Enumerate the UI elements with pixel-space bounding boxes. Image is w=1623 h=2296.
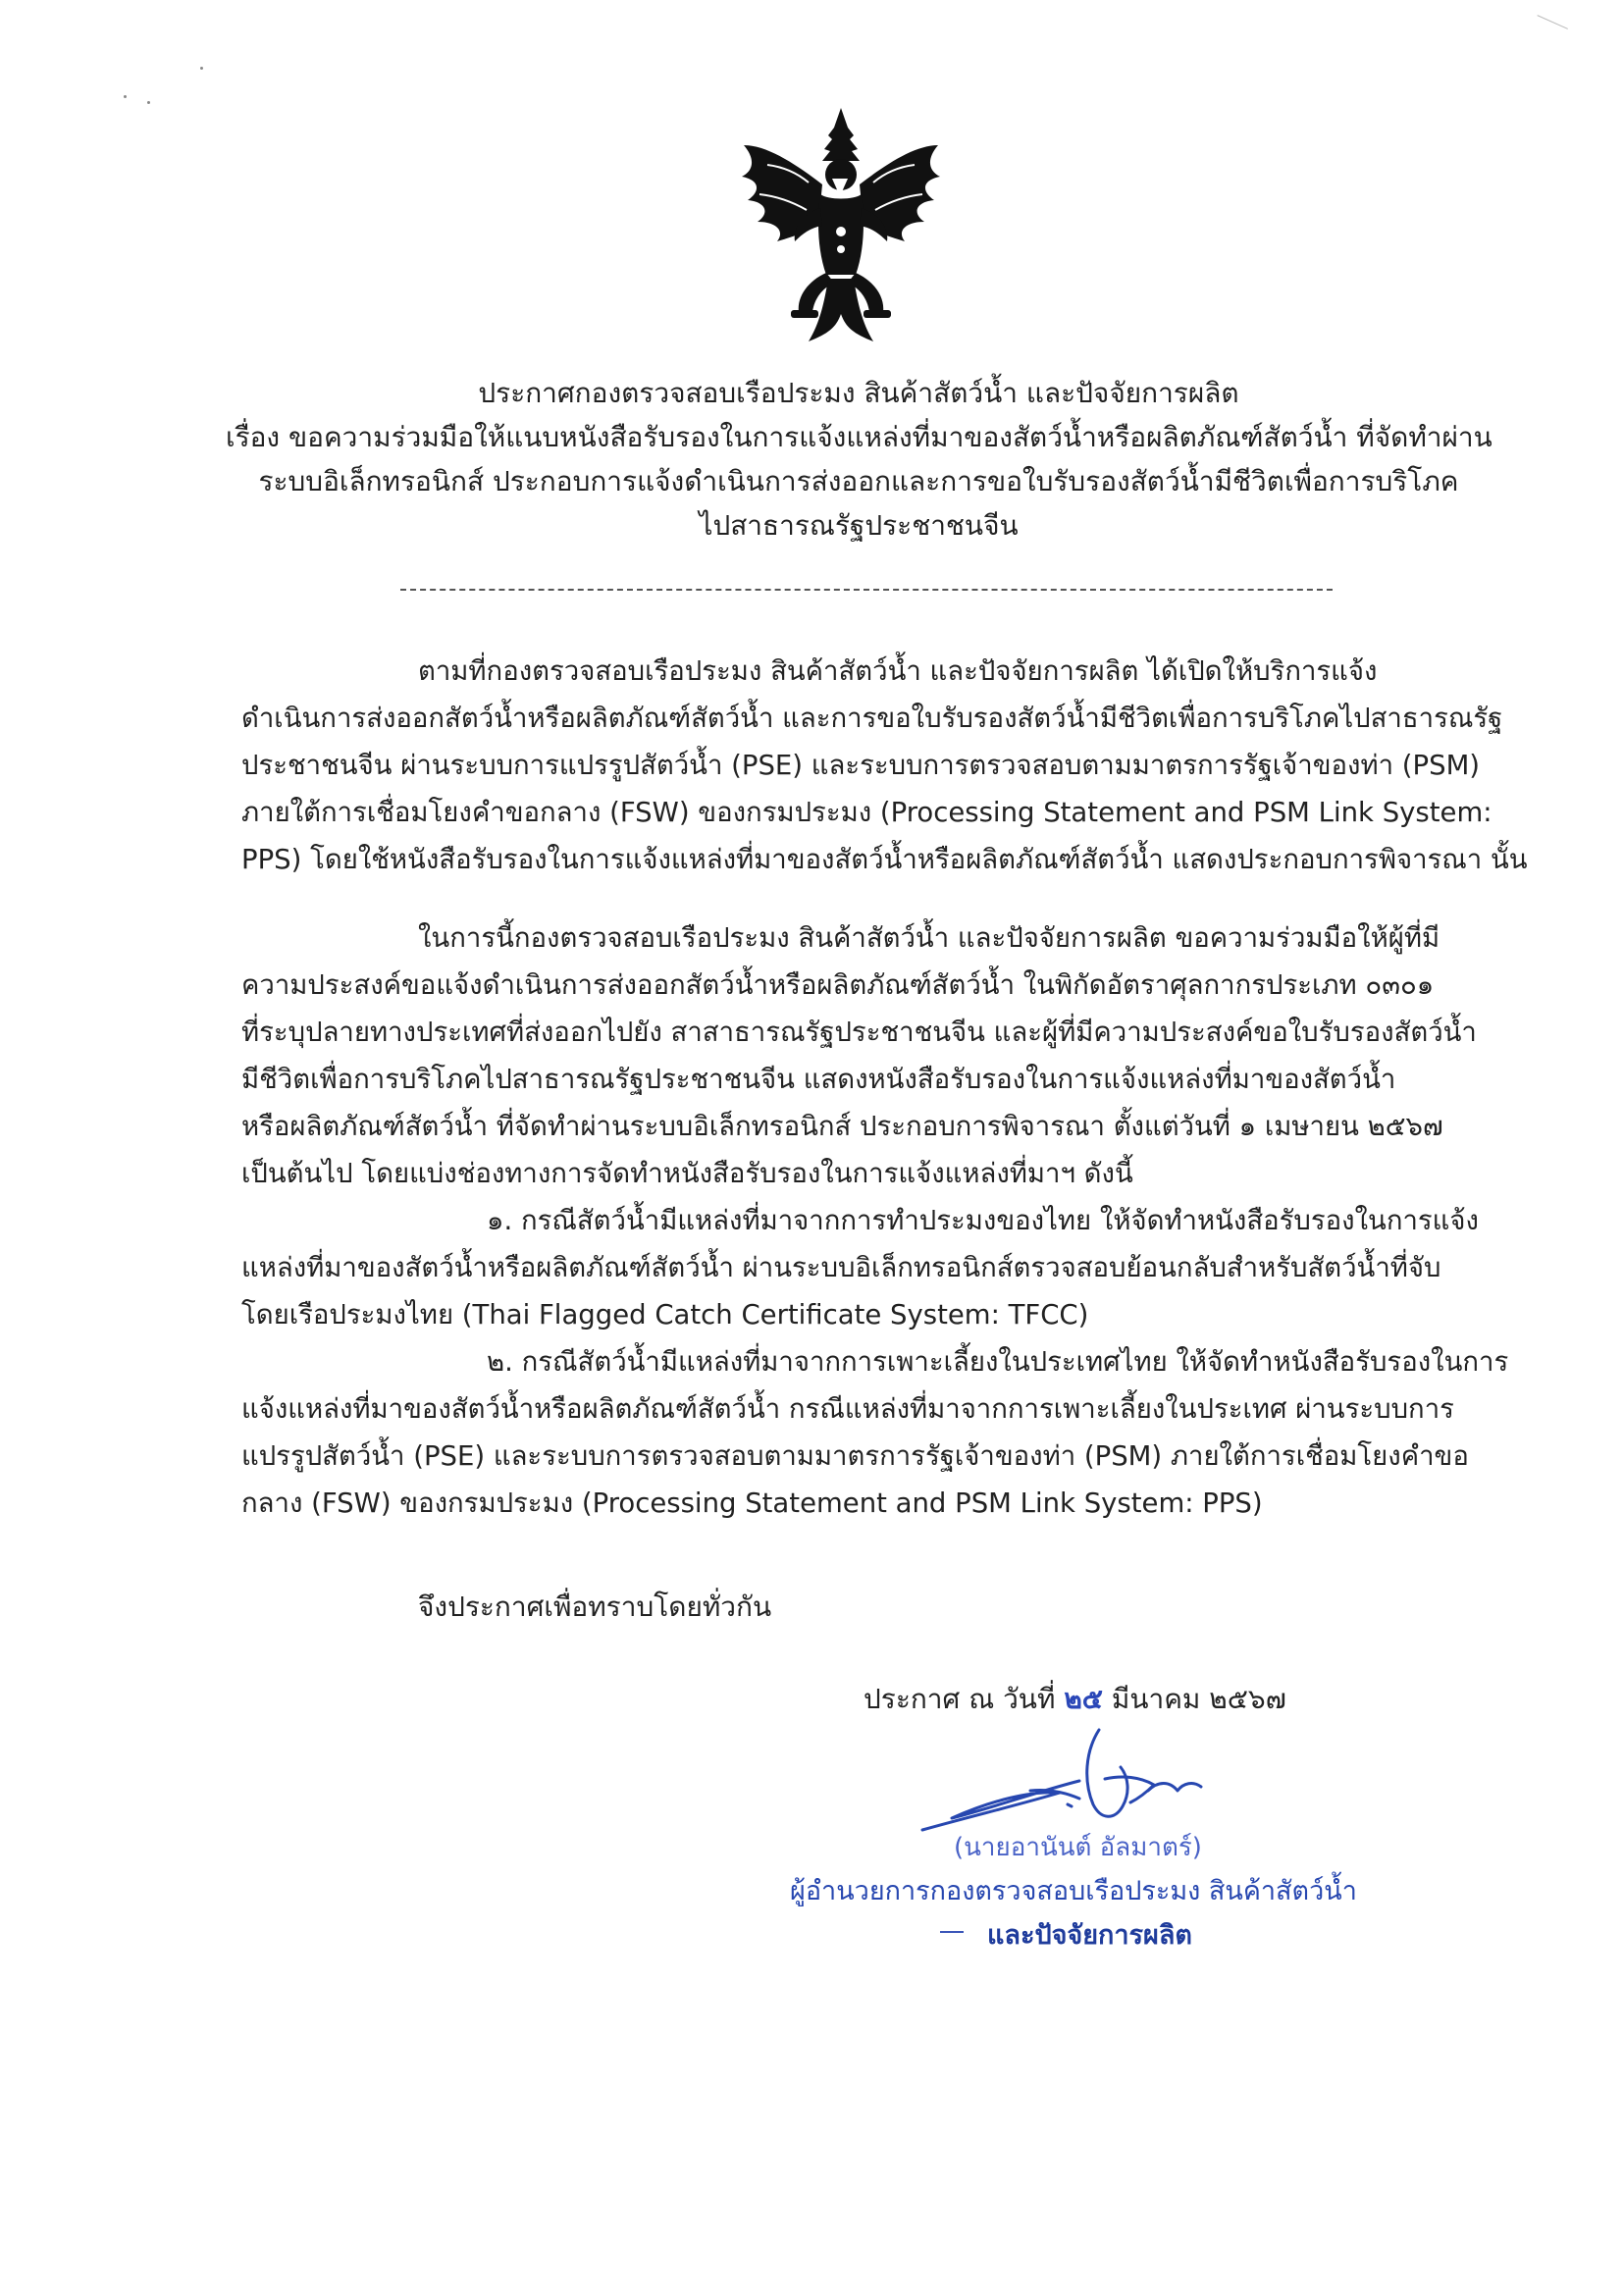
item-line: แหล่งที่มาของสัตว์น้ำหรือผลิตภัณฑ์สัตว์น้ำ ผ่านระบบอิเล็กทรอนิกส์ตรวจสอบย้อนกลับสำหรับสัตว์น้ำที่จับ bbox=[241, 1252, 1441, 1283]
paragraph-2 bbox=[241, 914, 1497, 1197]
header-line-2: เรื่อง ขอความร่วมมือให้แนบหนังสือรับรองในการแจ้งแหล่งที่มาของสัตว์น้ำหรือผลิตภัณฑ์สัตว์น้ำ ที่จัดทำผ่าน bbox=[226, 421, 1492, 453]
paragraph-line: ประชาชนจีน ผ่านระบบการแปรรูปสัตว์น้ำ (PSE) และระบบการตรวจสอบตามมาตรการรัฐเจ้าของท่า (PSM) bbox=[241, 750, 1481, 781]
paragraph-line: ตามที่กองตรวจสอบเรือประมง สินค้าสัตว์น้ำ และปัจจัยการผลิต ได้เปิดให้บริการแจ้ง bbox=[418, 655, 1378, 687]
paragraph-line: มีชีวิตเพื่อการบริโภคไปสาธารณรัฐประชาชนจีน แสดงหนังสือรับรองในการแจ้งแหล่งที่มาของสัตว์น้ำ bbox=[241, 1064, 1396, 1095]
header-line-1: ประกาศกองตรวจสอบเรือประมง สินค้าสัตว์น้ำ และปัจจัยการผลิต bbox=[478, 377, 1239, 409]
signatory-title-line-2: และปัจจัยการผลิต bbox=[987, 1920, 1192, 1951]
signature-dash bbox=[940, 1931, 964, 1933]
item-line: โดยเรือประมงไทย (Thai Flagged Catch Certificate System: TFCC) bbox=[241, 1299, 1089, 1331]
signatory-name: (นายอานันต์ อัลมาตร์) bbox=[954, 1833, 1202, 1862]
item-line: ๒. กรณีสัตว์น้ำมีแหล่งที่มาจากการเพาะเลี้ยงในประเทศไทย ให้จัดทำหนังสือรับรองในการ bbox=[487, 1346, 1509, 1378]
signatory-title-line-1: ผู้อำนวยการกองตรวจสอบเรือประมง สินค้าสัตว์น้ำ bbox=[790, 1876, 1357, 1906]
paragraph-line: ที่ระบุปลายทางประเทศที่ส่งออกไปยัง สาสาธารณรัฐประชาชนจีน และผู้ที่มีความประสงค์ขอใบรับรองสัตว์น้ำ bbox=[241, 1017, 1477, 1048]
garuda-emblem-icon bbox=[738, 106, 944, 351]
item-line: แปรรูปสัตว์น้ำ (PSE) และระบบการตรวจสอบตามมาตรการรัฐเจ้าของท่า (PSM) ภายใต้การเชื่อมโยงคำขอ bbox=[241, 1440, 1469, 1472]
date-prefix: ประกาศ ณ วันที่ bbox=[864, 1683, 1056, 1715]
announcement-header bbox=[226, 371, 1492, 548]
scan-speck bbox=[147, 101, 150, 104]
item-line: ๑. กรณีสัตว์น้ำมีแหล่งที่มาจากการทำประมงของไทย ให้จัดทำหนังสือรับรองในการแจ้ง bbox=[487, 1205, 1479, 1236]
item-2 bbox=[241, 1338, 1509, 1527]
scan-speck bbox=[124, 95, 127, 98]
paragraph-line: ในการนี้กองตรวจสอบเรือประมง สินค้าสัตว์น้ำ และปัจจัยการผลิต ขอความร่วมมือให้ผู้ที่มี bbox=[418, 922, 1440, 954]
paragraph-line: ภายใต้การเชื่อมโยงคำขอกลาง (FSW) ของกรมประมง (Processing Statement and PSM Link System: bbox=[241, 797, 1492, 828]
date-month-year: มีนาคม ๒๕๖๗ bbox=[1111, 1683, 1286, 1715]
header-divider bbox=[400, 589, 1333, 591]
header-line-3: ระบบอิเล็กทรอนิกส์ ประกอบการแจ้งดำเนินการส่งออกและการขอใบรับรองสัตว์น้ำมีชีวิตเพื่อการบริโภค bbox=[258, 465, 1459, 497]
paragraph-line: PPS) โดยใช้หนังสือรับรองในการแจ้งแหล่งที่มาของสัตว์น้ำหรือผลิตภัณฑ์สัตว์น้ำ แสดงประกอบการพิจารณา นั้น bbox=[241, 844, 1528, 875]
date-day: ๒๕ bbox=[1064, 1683, 1103, 1715]
announcement-date bbox=[864, 1678, 1286, 1721]
header-line-4: ไปสาธารณรัฐประชาชนจีน bbox=[699, 509, 1019, 542]
item-line: แจ้งแหล่งที่มาของสัตว์น้ำหรือผลิตภัณฑ์สัตว์น้ำ กรณีแหล่งที่มาจากการเพาะเลี้ยงในประเทศ ผ่านระบบการ bbox=[241, 1393, 1454, 1425]
paragraph-line: เป็นต้นไป โดยแบ่งช่องทางการจัดทำหนังสือรับรองในการแจ้งแหล่งที่มาฯ ดังนี้ bbox=[241, 1158, 1133, 1189]
item-line: กลาง (FSW) ของกรมประมง (Processing Statement and PSM Link System: PPS) bbox=[241, 1487, 1263, 1519]
paragraph-line: ความประสงค์ขอแจ้งดำเนินการส่งออกสัตว์น้ำหรือผลิตภัณฑ์สัตว์น้ำ ในพิกัดอัตราศุลกากรประเภท ๐๓๐๑ bbox=[241, 969, 1435, 1001]
scan-mark bbox=[1537, 15, 1568, 30]
item-1 bbox=[241, 1197, 1497, 1338]
closing-statement: จึงประกาศเพื่อทราบโดยทั่วกัน bbox=[418, 1591, 772, 1623]
paragraph-line: ดำเนินการส่งออกสัตว์น้ำหรือผลิตภัณฑ์สัตว์น้ำ และการขอใบรับรองสัตว์น้ำมีชีวิตเพื่อการบริโภคไปสาธารณรัฐ bbox=[241, 703, 1503, 734]
paragraph-1 bbox=[241, 648, 1528, 883]
scan-speck bbox=[200, 67, 203, 70]
paragraph-line: หรือผลิตภัณฑ์สัตว์น้ำ ที่จัดทำผ่านระบบอิเล็กทรอนิกส์ ประกอบการพิจารณา ตั้งแต่วันที่ ๑ เมษายน ๒๕๖๗ bbox=[241, 1111, 1443, 1142]
